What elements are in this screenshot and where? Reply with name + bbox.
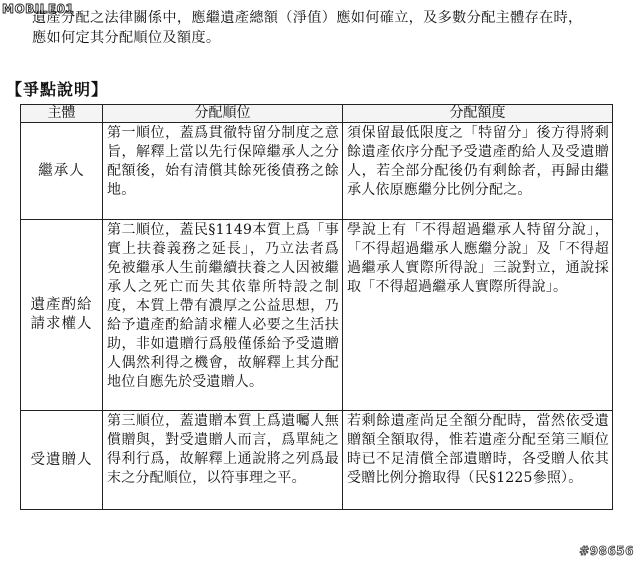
- section-heading: [6, 77, 108, 100]
- row-amount: 學說上有「不得超過繼承人特留分說」，「不得超過繼承人應繼分說」及「不得超過繼承人實際所得說」三說對立，通說採取「不得超過繼承人實際所得說」。: [343, 220, 613, 411]
- row-order: 第二順位，蓋民§1149本質上爲「事實上扶養義務之延長」，乃立法者爲免被繼承人生前繼續扶養之人因被繼承人之死亡而失其依靠所特設之制度，本質上帶有濃厚之公益思想，乃給予遺產酌給請求權人必要之生活扶助，非如遺贈行爲般僅係給予受遺贈人偶然利得之機會，故解釋上其分配地位自應先於受遺贈人。: [103, 220, 343, 411]
- table-row: [21, 411, 613, 510]
- intro-line-1: 遺產分配之法律關係中，應繼遺產總額（淨值）應如何確立，及多數分配主體存在時，: [32, 10, 583, 26]
- heading-open-bracket: 【: [6, 80, 24, 99]
- intro-line-2: 應如何定其分配順位及額度。: [32, 30, 221, 46]
- post-id-watermark: #98656: [579, 544, 634, 558]
- mobile01-logo: MOBILE01: [2, 2, 75, 16]
- header-amount: 分配額度: [343, 105, 613, 123]
- row-subject: 繼承人: [21, 123, 103, 220]
- heading-text: 爭點說明: [23, 80, 92, 99]
- table-row: [21, 123, 613, 220]
- row-order: 第一順位，蓋爲貫徹特留分制度之意旨，解釋上當以先行保障繼承人之分配額後，始有清償其餘死後債務之餘地。: [103, 123, 343, 220]
- row-amount: 須保留最低限度之「特留分」後方得將剩餘遺產依序分配予受遺產酌給人及受遺贈人，若全部分配後仍有剩餘者，再歸由繼承人依原應繼分比例分配之。: [343, 123, 613, 220]
- table-header-row: [21, 105, 613, 123]
- table-row: [21, 220, 613, 411]
- row-subject: 遺產酌給請求權人: [21, 220, 103, 411]
- row-order: 第三順位，蓋遺贈本質上爲遺囑人無償贈與，對受遺贈人而言，爲單純之得利行爲，故解釋上通說將之列爲最末之分配順位，以符事理之平。: [103, 411, 343, 510]
- distribution-table: [20, 104, 613, 510]
- intro-paragraph: [32, 8, 632, 48]
- header-order: 分配順位: [103, 105, 343, 123]
- row-subject: 受遺贈人: [21, 411, 103, 510]
- header-subject: 主體: [21, 105, 103, 123]
- heading-close-bracket: 】: [91, 80, 109, 99]
- row-amount: 若剩餘遺產尚足全額分配時，當然依受遺贈額全額取得，惟若遺產分配至第三順位時已不足清償全部遺贈時，各受贈人依其受贈比例分擔取得（民§1225參照）。: [343, 411, 613, 510]
